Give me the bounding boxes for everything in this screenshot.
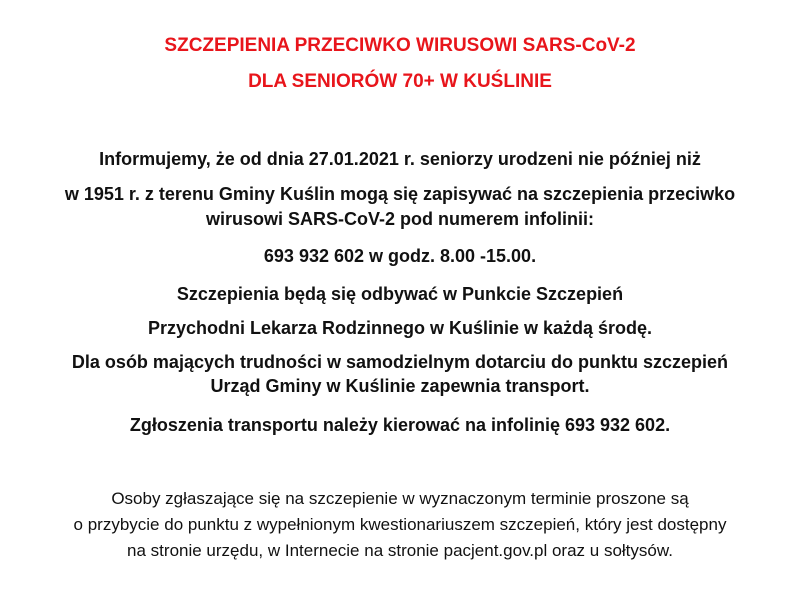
- body-line-3: wirusowi SARS-CoV-2 pod numerem infolinii:: [205, 209, 595, 229]
- body-line-8: Urząd Gminy w Kuślinie zapewnia transport.: [210, 376, 590, 396]
- body-line-2: w 1951 r. z terenu Gminy Kuślin mogą się zapisywać na szczepienia przeciwko: [64, 184, 736, 204]
- title-line-1: SZCZEPIENIA PRZECIWKO WIRUSOWI SARS-CoV-2: [164, 35, 636, 56]
- body-line-5: Szczepienia będą się odbywać w Punkcie Szczepień: [176, 284, 624, 304]
- body-line-4: 693 932 602 w godz. 8.00 -15.00.: [263, 246, 537, 266]
- note-line-1: Osoby zgłaszające się na szczepienie w wyznaczonym terminie proszone są: [111, 489, 689, 508]
- body-line-1: Informujemy, że od dnia 27.01.2021 r. seniorzy urodzeni nie później niż: [99, 149, 701, 169]
- note-line-3: na stronie urzędu, w Internecie na stronie pacjent.gov.pl oraz u sołtysów.: [127, 541, 673, 560]
- note-line-2: o przybycie do punktu z wypełnionym kwestionariuszem szczepień, który jest dostępny: [73, 515, 727, 534]
- title-line-2: DLA SENIORÓW 70+ W KUŚLINIE: [248, 71, 552, 92]
- body-line-7: Dla osób mających trudności w samodzielnym dotarciu do punktu szczepień: [71, 352, 729, 372]
- body-line-9: Zgłoszenia transportu należy kierować na infolinię 693 932 602.: [129, 415, 671, 435]
- body-line-6: Przychodni Lekarza Rodzinnego w Kuślinie w każdą środę.: [147, 318, 653, 338]
